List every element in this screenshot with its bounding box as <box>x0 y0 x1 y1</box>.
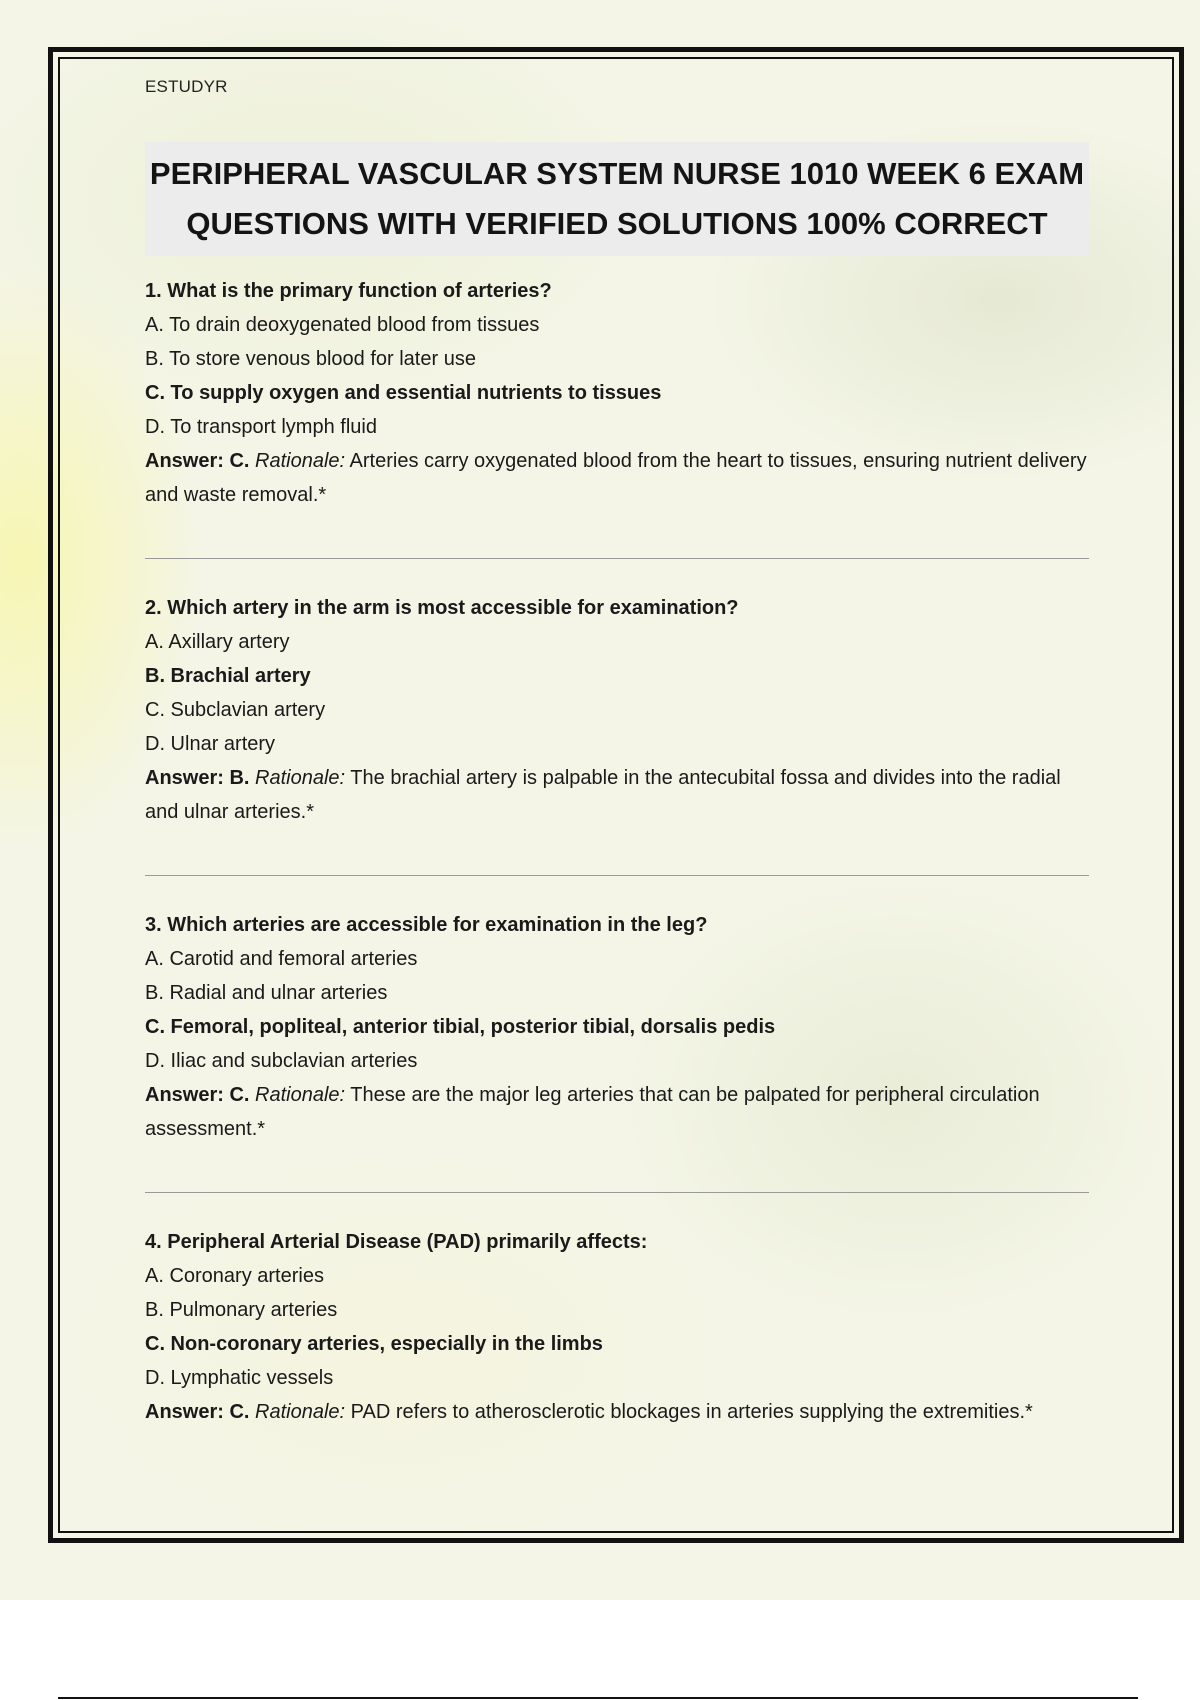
option: C. Subclavian artery <box>145 699 326 721</box>
option: D. Lymphatic vessels <box>145 1367 334 1389</box>
question-text: 4. Peripheral Arterial Disease (PAD) primarily affects: <box>145 1231 648 1253</box>
answer-letter: C. <box>229 1401 250 1423</box>
question-block <box>145 1225 1089 1429</box>
option: A. Coronary arteries <box>145 1265 324 1287</box>
document-content <box>145 60 1089 1429</box>
title-line-2: QUESTIONS WITH VERIFIED SOLUTIONS 100% CORRECT <box>186 206 1048 241</box>
rationale-label: Rationale: <box>255 1084 346 1106</box>
question-text: 2. Which artery in the arm is most accessible for examination? <box>145 597 739 619</box>
answer-letter: C. <box>229 1084 250 1106</box>
rationale-label: Rationale: <box>255 767 346 789</box>
answer-rationale <box>145 1078 1089 1146</box>
rationale-label: Rationale: <box>255 1401 346 1423</box>
answer-label: Answer: <box>145 450 224 472</box>
option: A. To drain deoxygenated blood from tissues <box>145 314 540 336</box>
divider <box>145 558 1089 559</box>
rationale-label: Rationale: <box>255 450 346 472</box>
option: B. Pulmonary arteries <box>145 1299 338 1321</box>
option-correct: B. Brachial artery <box>145 665 311 687</box>
divider <box>145 1192 1089 1193</box>
divider <box>145 875 1089 876</box>
rationale-text: PAD refers to atherosclerotic blockages in arteries supplying the extremities.* <box>350 1401 1033 1423</box>
option: A. Carotid and femoral arteries <box>145 948 418 970</box>
bottom-rule <box>58 1697 1138 1699</box>
question-text: 3. Which arteries are accessible for examination in the leg? <box>145 914 708 936</box>
question-block <box>145 274 1089 512</box>
option: B. Radial and ulnar arteries <box>145 982 388 1004</box>
answer-rationale <box>145 444 1089 512</box>
option: D. To transport lymph fluid <box>145 416 377 438</box>
answer-letter: C. <box>229 450 250 472</box>
option: A. Axillary artery <box>145 631 290 653</box>
answer-label: Answer: <box>145 767 224 789</box>
question-text: 1. What is the primary function of arteries? <box>145 280 552 302</box>
option: D. Iliac and subclavian arteries <box>145 1050 418 1072</box>
question-block <box>145 591 1089 829</box>
answer-rationale <box>145 1395 1089 1429</box>
brand-label: ESTUDYR <box>145 77 228 96</box>
title-banner <box>145 142 1089 256</box>
option-correct: C. Femoral, popliteal, anterior tibial, posterior tibial, dorsalis pedis <box>145 1016 776 1038</box>
option: D. Ulnar artery <box>145 733 276 755</box>
answer-label: Answer: <box>145 1084 224 1106</box>
answer-label: Answer: <box>145 1401 224 1423</box>
option-correct: C. Non-coronary arteries, especially in the limbs <box>145 1333 603 1355</box>
option-correct: C. To supply oxygen and essential nutrients to tissues <box>145 382 662 404</box>
rationale-text: These are the major leg arteries that can be palpated for peripheral circulation assessment.* <box>145 1084 1040 1140</box>
option: B. To store venous blood for later use <box>145 348 476 370</box>
rationale-text: Arteries carry oxygenated blood from the heart to tissues, ensuring nutrient delivery and waste removal.* <box>145 450 1087 506</box>
answer-rationale <box>145 761 1089 829</box>
rationale-text: The brachial artery is palpable in the antecubital fossa and divides into the radial and ulnar arteries.* <box>145 767 1061 823</box>
answer-letter: B. <box>229 767 250 789</box>
question-block <box>145 908 1089 1146</box>
title-line-1: PERIPHERAL VASCULAR SYSTEM NURSE 1010 WEEK 6 EXAM <box>149 156 1085 191</box>
